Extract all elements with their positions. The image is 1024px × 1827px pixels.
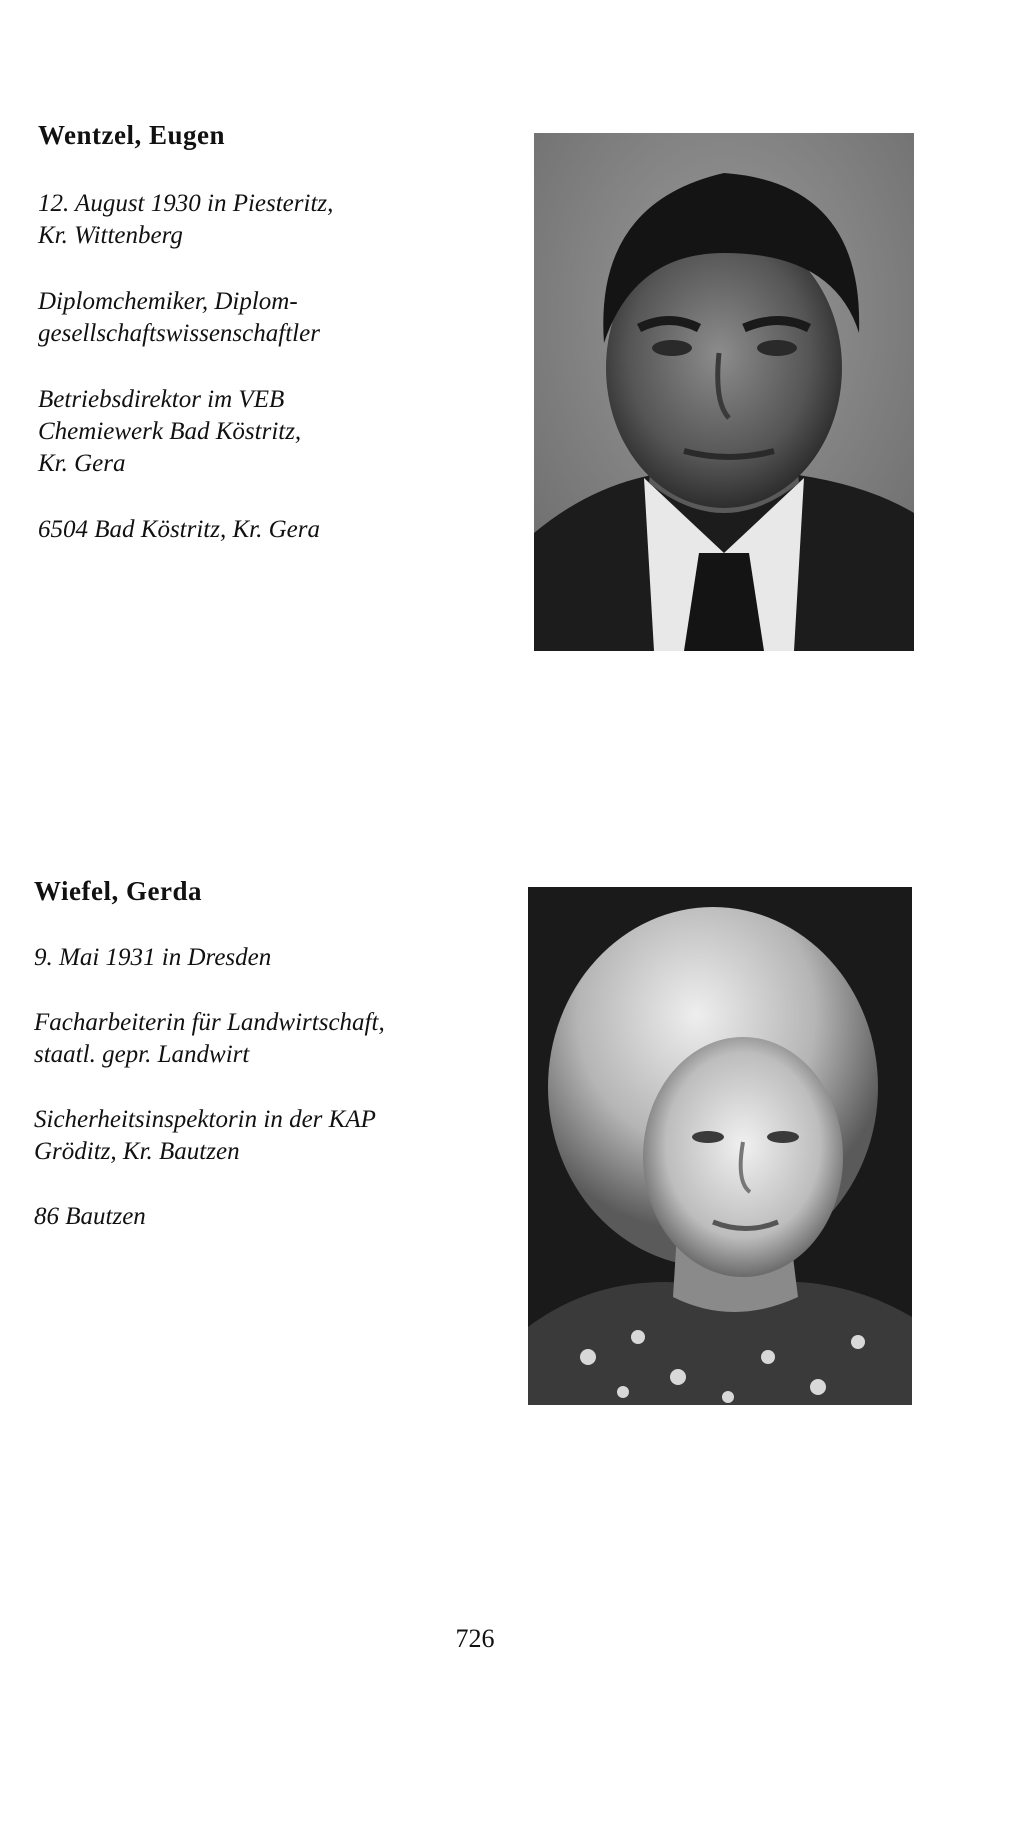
birth-info [34, 942, 271, 974]
entry-name: Wentzel, Eugen [38, 120, 225, 150]
education-line: gesellschaftswissenschaftler [38, 320, 320, 347]
birth-info [38, 188, 333, 252]
address-line: 6504 Bad Köstritz, Kr. Gera [38, 516, 320, 543]
birth-line: Kr. Wittenberg [38, 222, 183, 249]
position-line: Chemiewerk Bad Köstritz, [38, 418, 302, 445]
position-line: Betriebsdirektor im VEB [38, 386, 285, 413]
portrait-photo-woman [528, 887, 912, 1405]
position-line: Gröditz, Kr. Bautzen [34, 1138, 240, 1165]
address-info [38, 514, 320, 546]
address-info [34, 1201, 146, 1233]
education-info [34, 1007, 385, 1071]
portrait-photo-man [534, 133, 914, 651]
position-line: Sicherheitsinspektorin in der KAP [34, 1106, 376, 1133]
position-line: Kr. Gera [38, 450, 126, 477]
position-info [34, 1104, 376, 1168]
education-line: Diplomchemiker, Diplom- [38, 288, 298, 315]
page-number: 726 [455, 1624, 495, 1653]
birth-line: 9. Mai 1931 in Dresden [34, 944, 272, 971]
education-info [38, 286, 320, 350]
education-line: Facharbeiterin für Landwirtschaft, [34, 1009, 385, 1036]
entry-name: Wiefel, Gerda [34, 876, 202, 906]
education-line: staatl. gepr. Landwirt [34, 1041, 250, 1068]
position-info [38, 384, 301, 480]
address-line: 86 Bautzen [34, 1203, 146, 1230]
birth-line: 12. August 1930 in Piesteritz, [38, 190, 334, 217]
